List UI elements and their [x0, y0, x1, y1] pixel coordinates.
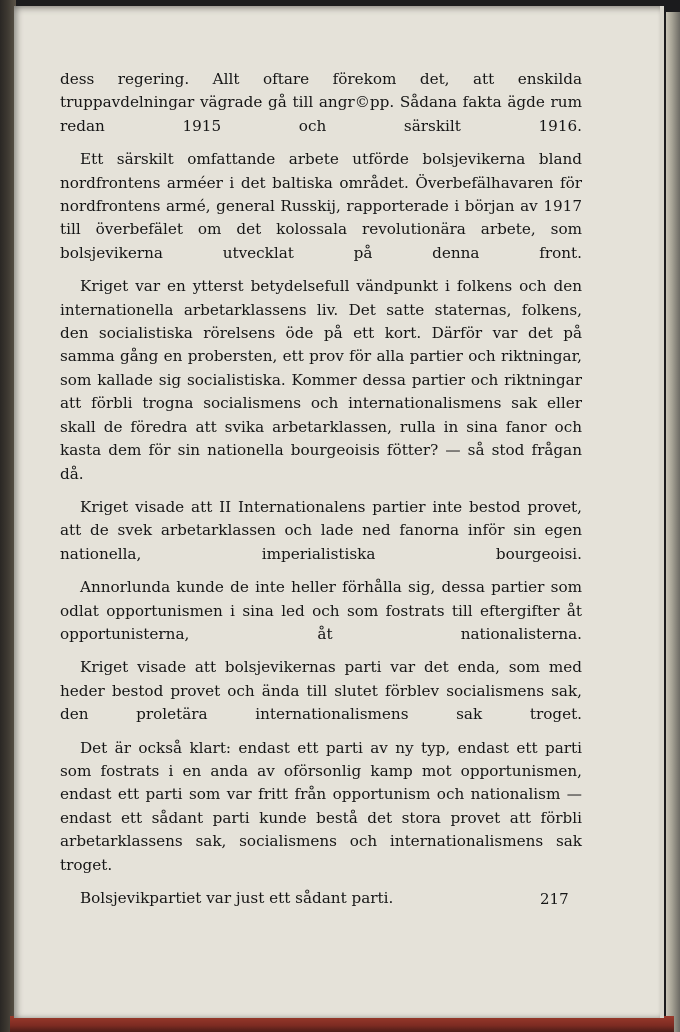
paragraph: dess regering. Allt oftare förekom det, att enskilda truppavdelningar vägrade gå till angr©pp. Sådana fakta ägde rum redan 1915 och särskilt 1916. [60, 70, 582, 135]
paragraph: Kriget var en ytterst betydelsefull vändpunkt i folkens och den internationella arbetarklassens liv. Det satte staternas, folkens, den socialistiska rörelsens öde på ett kort. Därför var det på samma gång en probersten, ett prov för alla partier och riktningar, som kallade sig socialistiska. Kommer dessa partier och riktningar att förbli trogna socialismens och internationalismens sak eller skall de föredra att svika arbetarklassen, rulla in sina fanor och kasta dem för sin nationella bourgeoisis fötter? — så stod frågan då. [60, 277, 582, 483]
paragraph: Ett särskilt omfattande arbete utförde bolsjevikerna bland nordfrontens arméer i det baltiska området. Överbefälhavaren för nordfrontens armé, general Russkij, rapporterade i början av 1917 till överbefälet om det kolossala revolutionära arbete, som bolsjevikerna utvecklat på denna front. [60, 150, 582, 262]
paragraph: Det är också klart: endast ett parti av ny typ, endast ett parti som fostrats i en anda av oförsonlig kamp mot opportunismen, endast ett parti som var fritt från opportunism och nationalism — endast ett sådant parti kunde bestå det stora provet att förbli arbetarklassens sak, socialismens och internationalismens sak troget. [60, 738, 582, 874]
paragraph: Annorlunda kunde de inte heller förhålla sig, dessa partier som odlat opportunismen i sina led och som fostrats till eftergifter åt opportunisterna, åt nationalisterna. [60, 578, 582, 643]
paragraph: Bolsjevikpartiet var just ett sådant parti. [80, 889, 394, 907]
body-text [60, 68, 582, 920]
page-edge [660, 6, 664, 1018]
book-page [14, 6, 664, 1018]
book-cover-right-edge [666, 12, 680, 1032]
paragraph: Kriget visade att bolsjevikernas parti var det enda, som med heder bestod provet och ända till slutet förblev socialismens sak, den proletära internationalismens sak troget. [60, 658, 582, 724]
paragraph: Kriget visade att II Internationalens partier inte bestod provet, att de svek arbetarklassen och lade ned fanorna inför sin egen nationella, imperialistiska bourgeoisi. [60, 497, 582, 563]
book-cover-bottom-edge [10, 1016, 674, 1032]
page-number: 217 [540, 890, 569, 908]
